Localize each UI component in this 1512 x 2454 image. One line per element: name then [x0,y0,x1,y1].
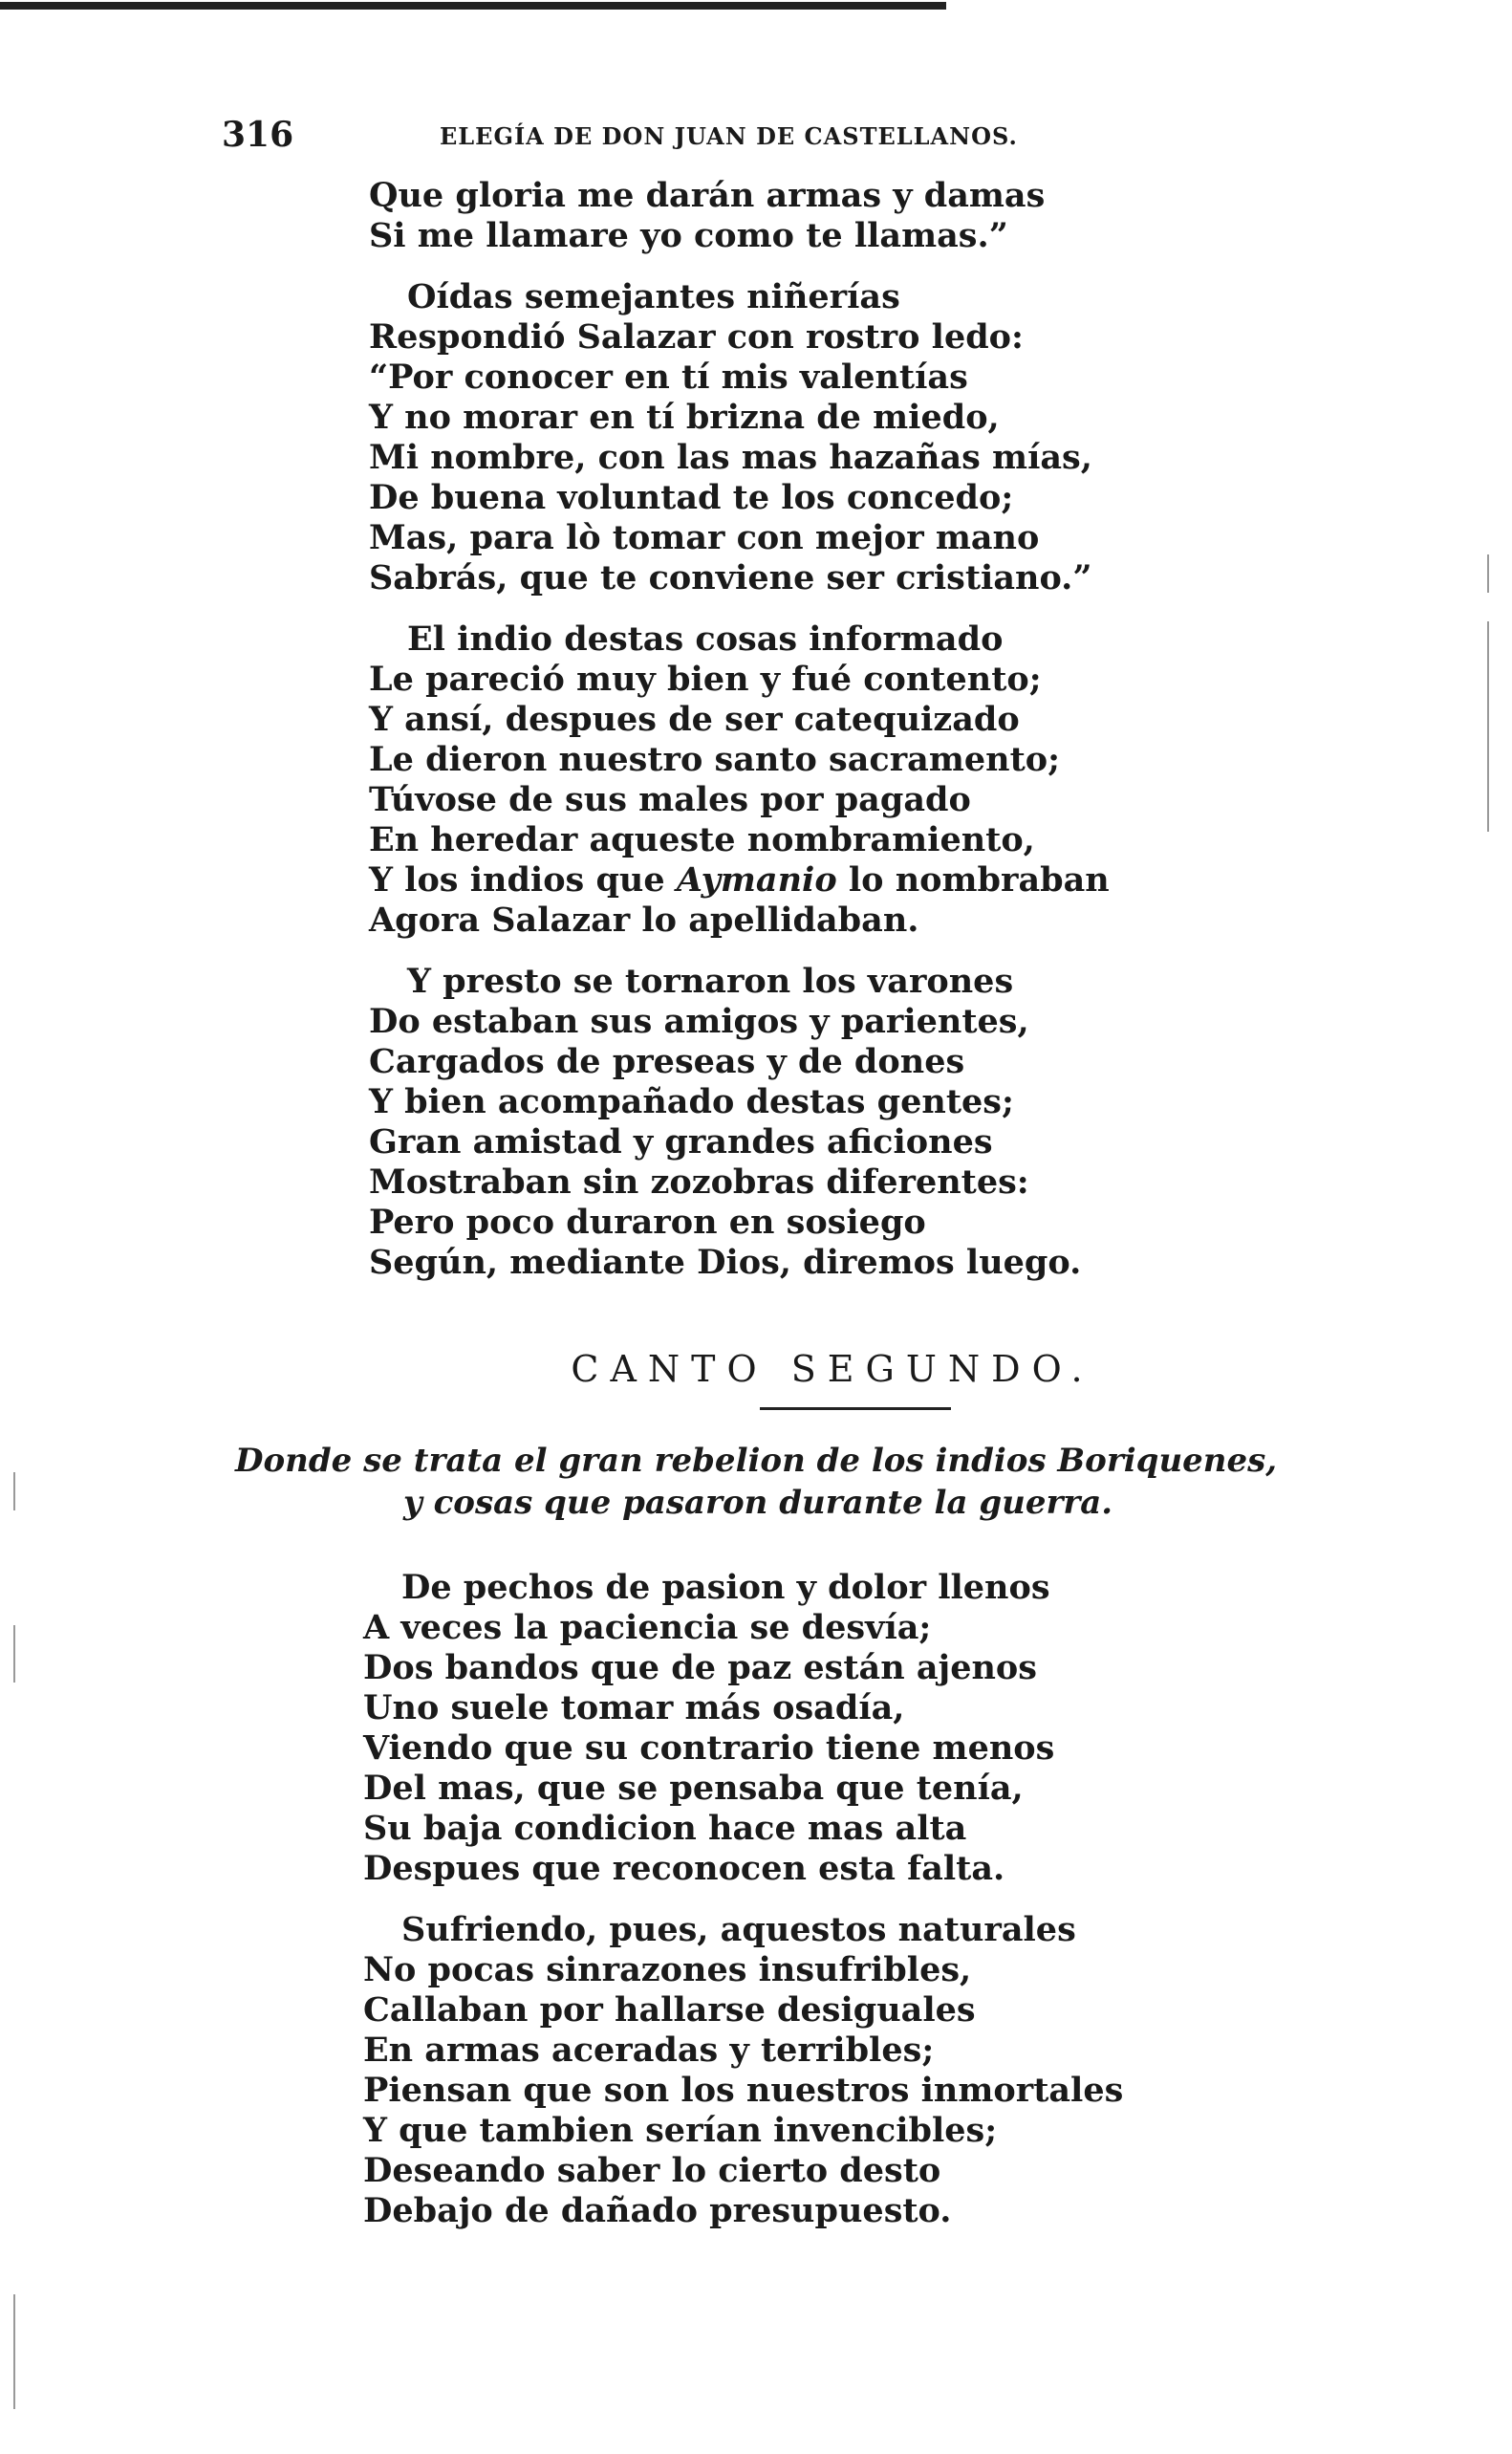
verse-line-aymanio [369,860,1325,901]
verse-line: Mi nombre, con las mas hazañas mías, [369,438,1092,477]
stanza-1 [369,176,1325,256]
verse-line: Que gloria me darán armas y damas [369,176,1046,215]
verse-line: Deseando saber lo cierto desto [363,2151,941,2190]
verse-line: Y que tambien serían invencibles; [363,2111,998,2150]
verse-line: Viendo que su contrario tiene menos [363,1728,1055,1768]
canto-rule [760,1407,951,1410]
verse-segment: Y los indios que [369,860,665,900]
page-header [222,115,1120,163]
verse-line: Según, mediante Dios, diremos luego. [369,1243,1082,1282]
verse-line: Debajo de dañado presupuesto. [363,2191,952,2230]
verse-line: Sufriendo, pues, aquestos naturales [401,1910,1076,1949]
verse-line: Callaban por hallarse desiguales [363,1990,976,2030]
verse-line: De buena voluntad te los concedo; [369,478,1014,517]
verse-line: Si me llamare yo como te llamas.” [369,216,1008,255]
verse-line: Pero poco duraron en sosiego [369,1203,926,1242]
verse-line: Le pareció muy bien y fué contento; [369,660,1042,699]
summary-line: y cosas que pasaron durante la guerra. [403,1484,1113,1522]
stanza-6 [363,1910,1319,2231]
summary-line: Donde se trata el gran rebelion de los indios Boriquenes, [235,1442,1278,1480]
verse-line: Do estaban sus amigos y parientes, [369,1002,1029,1041]
verse-line: Y ansí, despues de ser catequizado [369,700,1020,739]
verse-line: Agora Salazar lo apellidaban. [369,901,919,940]
scan-margin-mark [1487,621,1489,832]
canto-title: CANTO SEGUNDO. [571,1348,1094,1390]
verse-line: En armas aceradas y terribles; [363,2031,935,2070]
scan-margin-mark [13,1625,15,1683]
verse-line: Y presto se tornaron los varones [407,962,1014,1001]
page-number: 316 [222,115,294,155]
verse-line: Dos bandos que de paz están ajenos [363,1648,1037,1687]
aymanio-word: Aymanio [676,860,837,900]
verse-line: Sabrás, que te conviene ser cristiano.” [369,558,1092,597]
scan-margin-mark [1487,554,1489,593]
stanza-5 [363,1568,1319,1889]
verse-line: Piensan que son los nuestros inmortales [363,2071,1124,2110]
verse-line: De pechos de pasion y dolor llenos [401,1568,1050,1607]
verse-segment: lo nombraban [848,860,1110,900]
running-title: ELEGÍA DE DON JUAN DE CASTELLANOS. [440,122,1018,150]
verse-line: A veces la paciencia se desvía; [363,1608,932,1647]
scan-margin-mark [13,2294,15,2409]
verse-line: “Por conocer en tí mis valentías [369,358,968,397]
canto-summary [235,1440,1334,1524]
verse-line: Su baja condicion hace mas alta [363,1809,967,1848]
verse-line: Y bien acompañado destas gentes; [369,1082,1014,1121]
verse-line: No pocas sinrazones insufribles, [363,1950,972,1989]
stanza-4 [369,962,1325,1283]
verse-line: El indio destas cosas informado [407,619,1004,659]
stanza-3 [369,619,1325,941]
verse-line: Le dieron nuestro santo sacramento; [369,740,1061,779]
top-rule [0,2,946,10]
verse-line: En heredar aqueste nombramiento, [369,820,1035,859]
poem-first-part [369,176,1325,1283]
verse-line: Oídas semejantes niñerías [407,277,900,316]
verse-line: Túvose de sus males por pagado [369,780,971,819]
verse-line: Gran amistad y grandes aficiones [369,1122,993,1162]
stanza-2 [369,277,1325,598]
canto-heading [0,1348,1512,1410]
verse-line: Y no morar en tí brizna de miedo, [369,398,1000,437]
verse-line: Respondió Salazar con rostro ledo: [369,317,1024,357]
verse-line: Uno suele tomar más osadía, [363,1688,905,1727]
verse-line: Del mas, que se pensaba que tenía, [363,1769,1024,1808]
verse-line: Cargados de preseas y de dones [369,1042,965,1081]
verse-line: Mas, para lò tomar con mejor mano [369,518,1040,557]
verse-line: Despues que reconocen esta falta. [363,1849,1005,1888]
poem-second-part [363,1568,1319,2231]
scan-margin-mark [13,1472,15,1510]
verse-line: Mostraban sin zozobras diferentes: [369,1162,1029,1202]
